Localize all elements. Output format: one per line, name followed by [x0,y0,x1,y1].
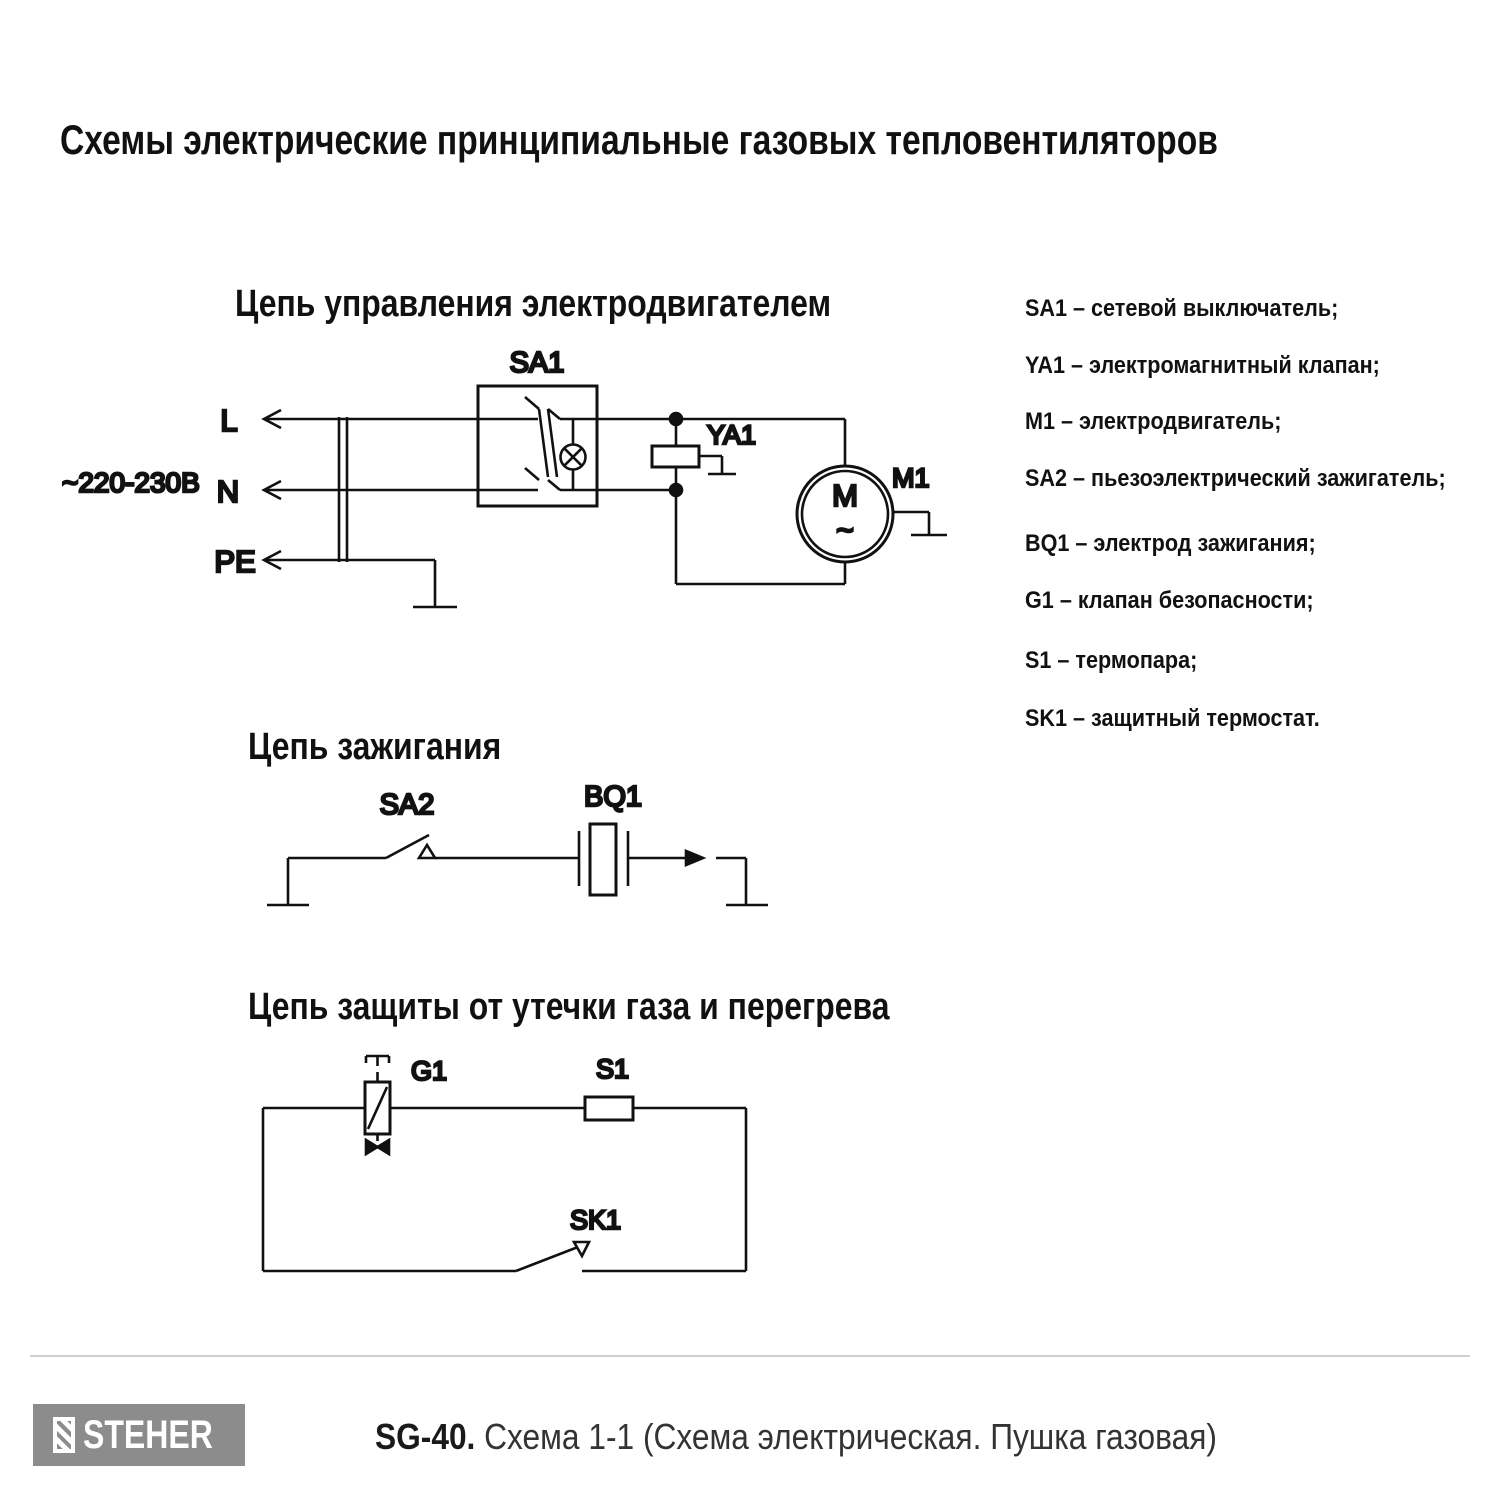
legend-item-bq1: BQ1 – электрод зажигания; [1025,530,1316,557]
ya1-valve-symbol [652,419,756,490]
sa2-igniter-symbol [380,789,435,858]
indicator-lamp-icon [561,419,586,490]
ground-symbol-left [267,858,309,905]
s1-label: S1 [596,1054,630,1084]
pe-ground-symbol [413,560,457,607]
bq1-electrode-symbol [579,781,642,895]
voltage-label: ~220-230В [62,467,200,498]
sa1-label: SA1 [509,347,565,379]
legend-item-sa1: SA1 – сетевой выключатель; [1025,295,1339,322]
motor-letter: M [832,478,858,513]
sa2-label: SA2 [379,789,435,821]
terminal-pe-label: PE [214,544,256,579]
contact-triangle-icon [419,845,435,858]
section-title-ignition: Цепь зажигания [248,726,502,768]
sk1-label: SK1 [570,1205,622,1235]
brand-logo [33,1404,245,1466]
section-title-protection: Цепь защиты от утечки газа и перегрева [248,986,890,1028]
model-number: SG-40. [375,1416,476,1457]
m1-label: M1 [892,463,930,493]
legend-item-sk1: SK1 – защитный термостат. [1025,705,1320,732]
motor-ac-sign: ~ [836,514,854,547]
scheme-caption: Схема 1-1 (Схема электрическая. Пушка газовая) [484,1416,1217,1457]
brand-name: STEHER [82,1412,213,1457]
legend-item-s1: S1 – термопара; [1025,647,1198,674]
legend-item-m1: M1 – электродвигатель; [1025,408,1282,435]
ignition-circuit [267,781,768,905]
sa1-switch-symbol [478,347,597,506]
power-terminals [62,403,538,579]
terminal-n-label: N [216,474,240,509]
protection-circuit [263,1054,746,1271]
bq1-label: BQ1 [583,781,643,813]
page-title: Схемы электрические принципиальные газовых тепловентиляторов [60,116,1218,163]
terminal-l-label: L [220,403,238,438]
ya1-label: YA1 [707,420,757,450]
ground-symbol-right [716,858,768,905]
legend-item-g1: G1 – клапан безопасности; [1025,587,1314,614]
section-title-motor-control: Цепь управления электродвигателем [235,283,832,325]
g1-label: G1 [411,1056,448,1086]
legend-item-ya1: YA1 – электромагнитный клапан; [1025,352,1380,379]
brand-logo-icon [53,1417,75,1453]
footer-divider [30,1355,1470,1357]
legend-item-sa2: SA2 – пьезоэлектрический зажигатель; [1025,465,1446,492]
s1-thermocouple-symbol [585,1054,633,1120]
motor-control-circuit [62,347,947,607]
sk1-thermostat-symbol [516,1205,621,1271]
g1-valve-symbol [365,1056,447,1154]
footer-caption [375,1416,1217,1458]
spark-arrow-icon [686,851,703,865]
valve-bowtie-icon [378,1140,390,1154]
